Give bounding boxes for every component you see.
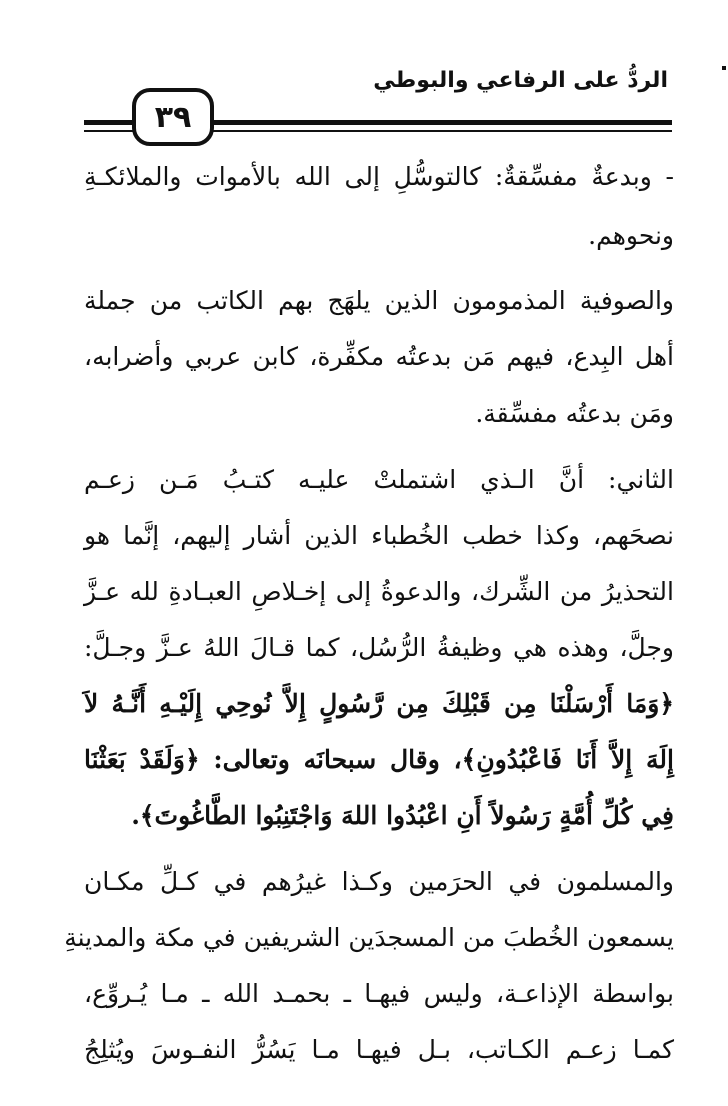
text-line: والمسلمون في الحرَمين وكـذا غيرُهم في كـلِّ مكـان bbox=[84, 867, 674, 896]
text-line: ونحوهم. bbox=[588, 221, 674, 250]
text-line: ومَن بدعتُه مفسِّقة. bbox=[475, 399, 674, 428]
text-line: نصحَهم، وكذا خطب الخُطباء الذين أشار إليهم، إنَّما هو bbox=[84, 521, 674, 550]
text-line: بواسطة الإذاعـة، وليس فيهـا ـ بحمـد الله ـ مـا يُـروِّع، bbox=[84, 979, 674, 1008]
text-line: والصوفية المذمومون الذين يلهَج بهم الكاتب من جملة bbox=[84, 286, 674, 315]
corner-mark bbox=[722, 66, 726, 70]
text-line: - وبدعةٌ مفسِّقةٌ: كالتوسُّلِ إلى الله بالأموات والملائكـةِ bbox=[84, 162, 674, 191]
text-line: وجلَّ، وهذه هي وظيفةُ الرُّسُل، كما قـالَ اللهُ عـزَّ وجـلَّ: bbox=[84, 633, 674, 662]
running-title: الردُّ على الرفاعي والبوطي bbox=[373, 68, 668, 93]
quran-verse-line: إِلَهَ إِلاَّ أَنَا فَاعْبُدُونِ﴾، وقال سبحانَه وتعالى: ﴿وَلَقَدْ بَعَثْنَا bbox=[84, 745, 674, 774]
quran-verse-line: ﴿وَمَا أَرْسَلْنَا مِن قَبْلِكَ مِن رَّسُولٍ إِلاَّ نُوحِي إِلَيْـهِ أَنَّـهُ لاَ bbox=[84, 689, 674, 718]
text-line: التحذيرُ من الشِّرك، والدعوةُ إلى إخـلاصِ العبـادةِ لله عـزَّ bbox=[84, 577, 674, 606]
text-line: الثاني: أنَّ الـذي اشتملتْ عليـه كتـبُ مَـن زعـم bbox=[84, 465, 674, 494]
text-line: أهل البِدع، فيهم مَن بدعتُه مكفِّرة، كابن عربي وأضرابه، bbox=[84, 342, 674, 371]
quran-verse-line: فِي كُلِّ أُمَّةٍ رَسُولاً أَنِ اعْبُدُوا اللهَ وَاجْتَنِبُوا الطَّاغُوتَ﴾. bbox=[131, 801, 674, 830]
page-number: ٣٩ bbox=[132, 88, 214, 146]
text-line: يسمعون الخُطبَ من المسجدَين الشريفين في مكة والمدينةِ bbox=[64, 923, 674, 952]
text-line: كمـا زعـم الكـاتب، بـل فيهـا مـا يَسُرُّ النفـوسَ ويُثلِجُ bbox=[84, 1035, 674, 1064]
